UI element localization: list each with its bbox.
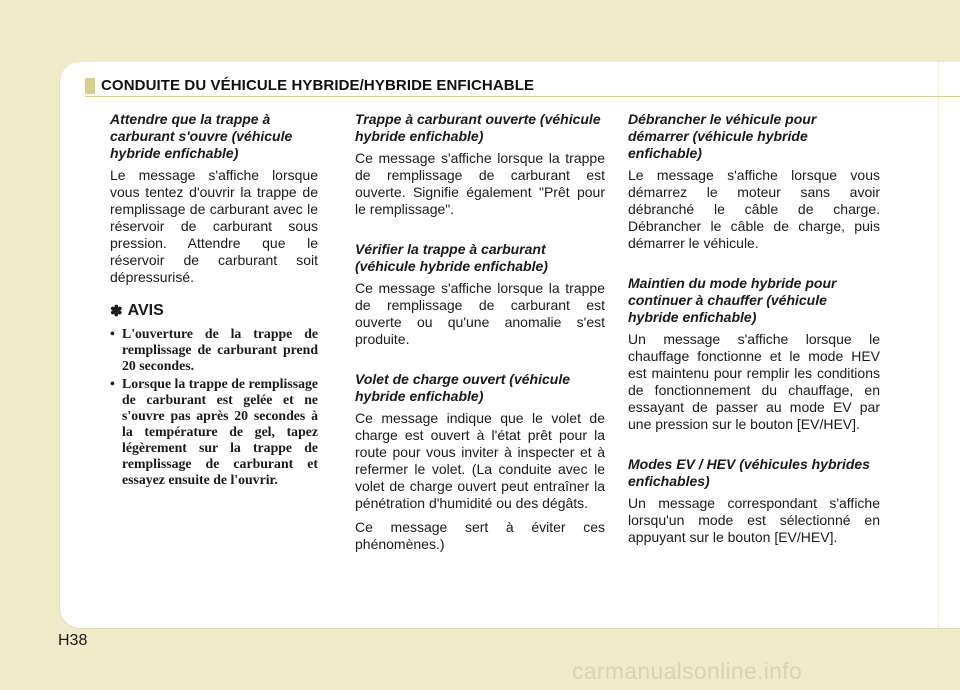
section-heading: Maintien du mode hybride pour continuer à chauffer (véhicule hybride enfichable) <box>628 275 837 325</box>
section-heading: Modes EV / HEV (véhicules hybrides enfichables) <box>628 456 870 489</box>
section-text: Le message s'affiche lorsque vous démarrez le moteur sans avoir débranché le câble de charge. Débrancher le câble de charge, puis démarrer le véhicule. <box>628 167 880 251</box>
section-text: Un message correspondant s'affiche lorsqu'un mode est sélectionné en appuyant sur le bouton [EV/HEV]. <box>628 495 880 545</box>
section-text: Ce message s'affiche lorsque la trappe de remplissage de carburant est ouverte. Signifie également "Prêt pour le remplissage". <box>355 150 605 217</box>
column-1 <box>110 111 318 490</box>
watermark: carmanualsonline.info <box>572 658 803 684</box>
list-item: • L'ouverture de la trappe de remplissage de carburant prend 20 secondes. <box>110 326 318 373</box>
page-number: H38 <box>58 632 88 649</box>
column-3 <box>628 111 880 553</box>
section-text: Le message s'affiche lorsque vous tentez d'ouvrir la trappe de remplissage de carburant avec le réservoir de carburant sous pression. Attendre que le réservoir de carburant soit dépressurisé. <box>110 167 318 285</box>
section-text: Ce message s'affiche lorsque la trappe de remplissage de carburant est ouverte ou qu'une anomalie s'est produite. <box>355 280 605 347</box>
header-accent-bar <box>85 78 95 94</box>
page-edge <box>938 62 939 628</box>
column-2 <box>355 111 605 560</box>
section-text: Ce message sert à éviter ces phénomènes.) <box>355 519 605 552</box>
avis-list <box>110 326 318 488</box>
section-heading: Volet de charge ouvert (véhicule hybride enfichable) <box>355 371 570 404</box>
section-text: Ce message indique que le volet de charge est ouvert à l'état prêt pour la route pour vous inviter à inspecter et à refermer le volet. (La conduite avec le volet de charge ouvert peut entraîner la pénétration d'humidité ou des dégâts. <box>355 410 605 511</box>
section-heading: Vérifier la trappe à carburant (véhicule hybride enfichable) <box>355 241 548 274</box>
section-text: Un message s'affiche lorsque le chauffage fonctionne et le mode HEV est maintenu pour remplir les conditions de fonctionnement du chauffage, en essayant de passer au mode EV par une pression sur le bouton [EV/HEV]. <box>628 331 880 432</box>
avis-title <box>110 302 318 320</box>
header-rule <box>85 96 960 97</box>
list-item: • Lorsque la trappe de remplissage de carburant est gelée et ne s'ouvre pas après 20 secondes à la température de gel, tapez légèrement sur la trappe de remplissage de carburant et essayez ensuite de l'ouvrir. <box>110 376 318 487</box>
asterisk-icon: ✽ <box>110 303 123 320</box>
section-heading: Attendre que la trappe à carburant s'ouvre (véhicule hybride enfichable) <box>110 111 293 161</box>
avis-label: AVIS <box>127 302 164 319</box>
section-heading: Trappe à carburant ouverte (véhicule hybride enfichable) <box>355 111 601 144</box>
section-heading: Débrancher le véhicule pour démarrer (véhicule hybride enfichable) <box>628 111 817 161</box>
section-header: CONDUITE DU VÉHICULE HYBRIDE/HYBRIDE ENFICHABLE <box>101 77 535 94</box>
